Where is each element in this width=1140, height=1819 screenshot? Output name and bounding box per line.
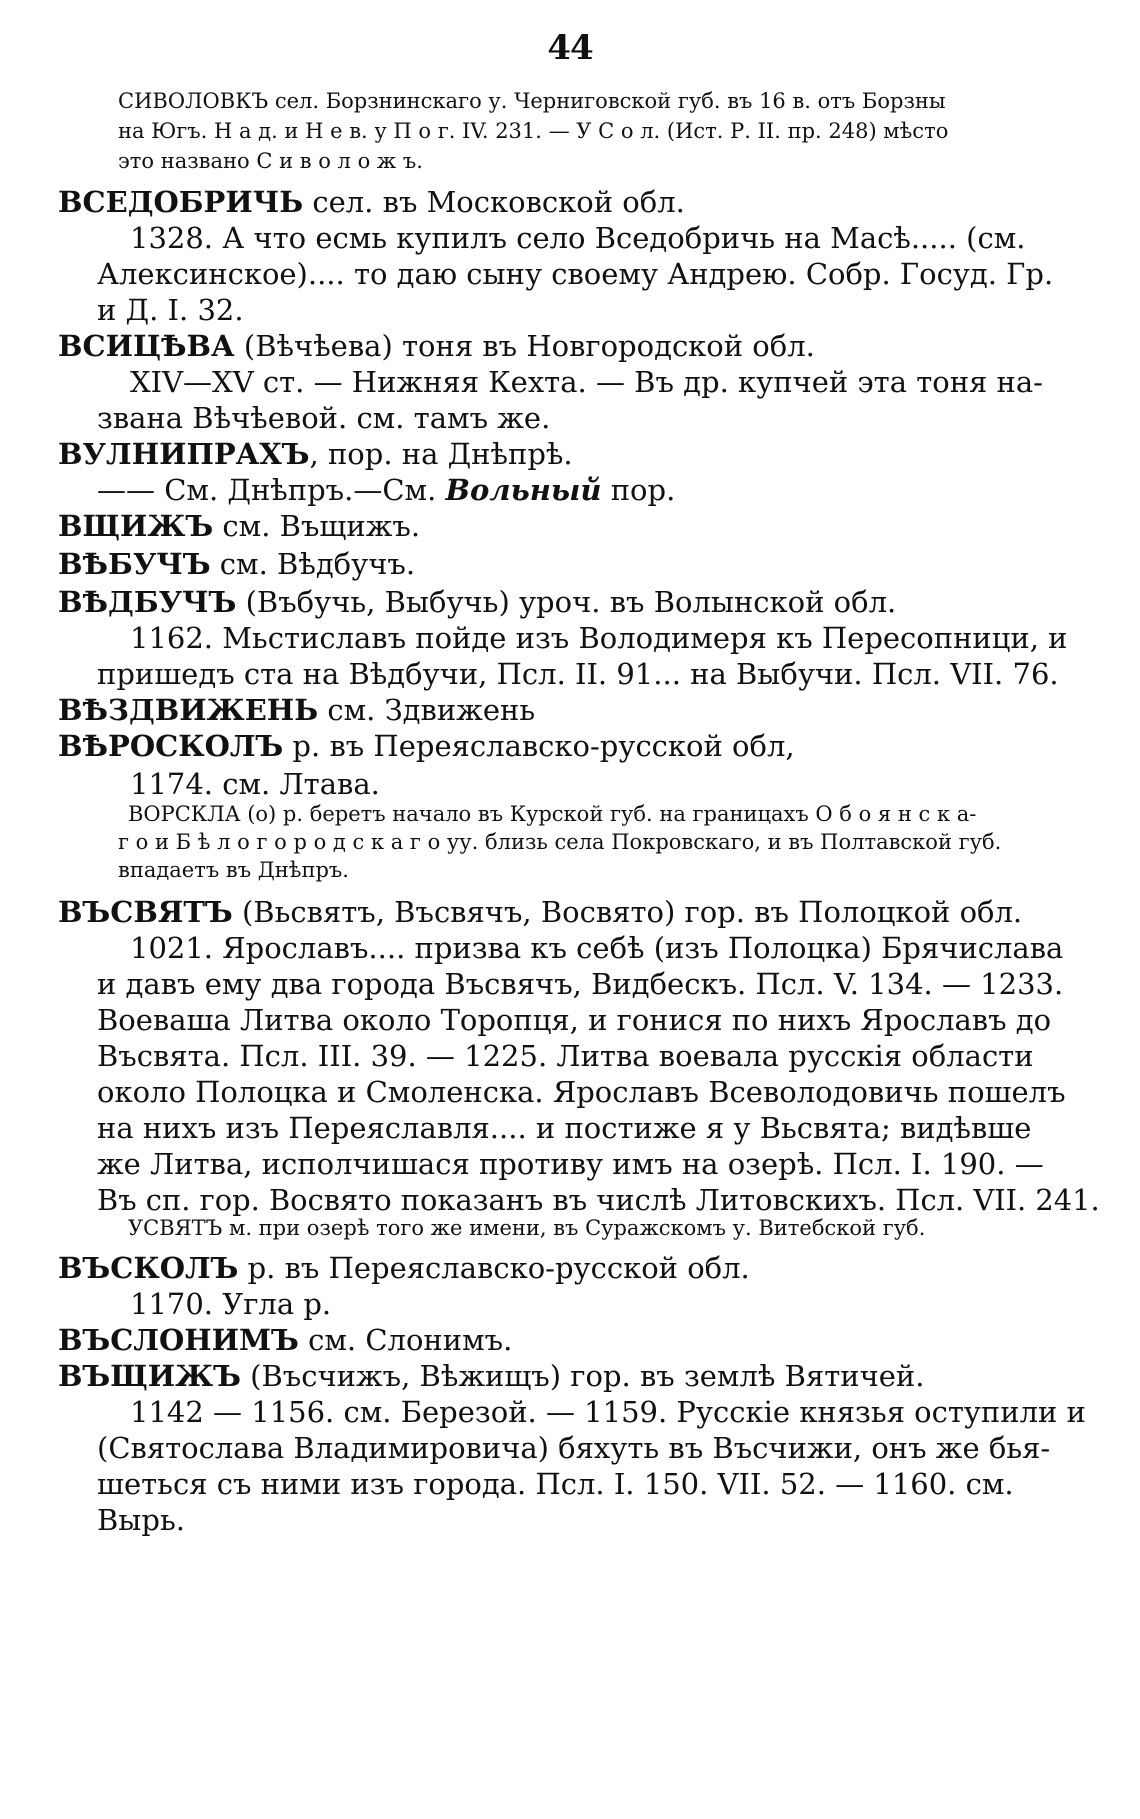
line-text: (Вѣчѣева) тоня въ Новгородской обл.: [234, 329, 815, 363]
line-text: р. въ Переяславско-русской обл,: [283, 729, 795, 763]
line-text: 1021. Ярославъ.... призва къ себѣ (изъ Полоцка) Брячислава: [130, 931, 1064, 965]
line-text: ВОРСКЛА (о) р. беретъ начало въ Курской губ. на границахъ О б о я н с к а-: [128, 802, 977, 826]
text-line: [97, 966, 1063, 1002]
line-text: впадаетъ въ Днѣпръ.: [118, 858, 349, 882]
note-line: [118, 147, 423, 175]
text-line: [130, 1394, 1086, 1430]
text-line: [97, 400, 550, 436]
text-line: [97, 1074, 1066, 1110]
headword: ВЪЩИЖЪ: [58, 1359, 241, 1393]
text-line: [130, 620, 1068, 656]
line-text: около Полоцка и Смоленска. Ярославъ Всеволодовичь пошелъ: [97, 1075, 1066, 1109]
entry-line: [58, 1250, 750, 1286]
text-line: [97, 472, 675, 508]
line-text: XIV—XV ст. — Нижняя Кехта. — Въ др. купчей эта тоня на-: [130, 365, 1043, 399]
text-line: [97, 1430, 1050, 1466]
headword: ВЪСКОЛЪ: [58, 1251, 239, 1285]
text-line: [97, 1038, 1034, 1074]
headword: ВѢДБУЧЪ: [58, 585, 237, 619]
note-line: [118, 828, 1001, 856]
note-line: [128, 800, 976, 828]
line-text: 1174. см. Лтава.: [130, 767, 380, 801]
headword: ВѢРОСКОЛЪ: [58, 729, 284, 763]
line-text: звана Вѣчѣевой. см. тамъ же.: [97, 401, 551, 435]
italic-term: Вольный: [445, 473, 602, 507]
headword: ВЩИЖЪ: [58, 509, 214, 543]
headword: ВѢЗДВИЖЕНЬ: [58, 693, 319, 727]
line-text: Алексинское).... то даю сыну своему Андрею. Собр. Госуд. Гр.: [97, 257, 1054, 291]
line-text: и Д. I. 32.: [97, 293, 244, 327]
headword: ВЪСВЯТЪ: [58, 895, 233, 929]
line-text: (Святослава Владимировича) бяхуть въ Въсчижи, онъ же бья-: [97, 1431, 1051, 1465]
page-number: 44: [547, 28, 593, 68]
line-text: и давъ ему два города Въсвячъ, Видбескъ. Псл. V. 134. — 1233.: [97, 967, 1064, 1001]
text-line: [97, 1110, 1031, 1146]
line-text: это названо С и в о л о ж ъ.: [118, 149, 423, 173]
line-text: , пор. на Днѣпрѣ.: [309, 437, 573, 471]
note-line: [118, 87, 946, 115]
entry-line: [58, 1322, 512, 1358]
entry-line: [58, 436, 573, 472]
line-text: шеться съ ними изъ города. Псл. I. 150. VII. 52. — 1160. см.: [97, 1467, 1014, 1501]
note-line: [128, 1214, 925, 1242]
headword: ВЪСЛОНИМЪ: [58, 1323, 299, 1357]
line-text: Воеваша Литва около Торопця, и гонися по нихъ Ярославъ до: [97, 1003, 1052, 1037]
text-line: [130, 220, 1025, 256]
text-line: [130, 766, 380, 802]
line-text: 1170. Угла р.: [130, 1287, 332, 1321]
line-text: УСВЯТЪ м. при озерѣ того же имени, въ Суражскомъ у. Витебской губ.: [128, 1216, 926, 1240]
text-line: [97, 1182, 1100, 1218]
line-text: см. Въщижъ.: [213, 509, 421, 543]
text-line: [130, 364, 1043, 400]
line-text: (Въсчижъ, Вѣжищъ) гор. въ землѣ Вятичей.: [240, 1359, 925, 1393]
text-line: [97, 1466, 1014, 1502]
entry-line: [58, 894, 1022, 930]
line-text: на Югъ. Н а д. и Н е в. у П о г. IV. 231. — У С о л. (Ист. Р. II. пр. 248) мѣсто: [118, 119, 949, 143]
line-text: Вырь.: [97, 1503, 185, 1537]
line-text: Въ сп. гор. Восвято показанъ въ числѣ Литовскихъ. Псл. VII. 241.: [97, 1183, 1100, 1217]
line-text: г о и Б ѣ л о г о р о д с к а г о уу. близь села Покровскаго, и въ Полтавской губ.: [118, 830, 1002, 854]
headword: ВСИЦѢВА: [58, 329, 235, 363]
line-text: р. въ Переяславско-русской обл.: [238, 1251, 750, 1285]
entry-line: [58, 184, 685, 220]
line-text: (Вьсвятъ, Въсвячъ, Восвято) гор. въ Полоцкой обл.: [232, 895, 1023, 929]
line-text: см. Здвижень: [318, 693, 536, 727]
entry-line: [58, 328, 815, 364]
line-text: на нихъ изъ Переяславля.... и постиже я у Вьсвята; видѣвше: [97, 1111, 1032, 1145]
text-line: [97, 1146, 1044, 1182]
line-text: см. Вѣдбучъ.: [210, 547, 416, 581]
entry-line: [58, 546, 415, 582]
entry-line: [58, 508, 420, 544]
line-text: —— См. Днѣпръ.—См.: [97, 473, 446, 507]
line-text: сел. въ Московской обл.: [303, 185, 685, 219]
line-text: пришедъ ста на Вѣдбучи, Псл. II. 91... на Выбучи. Псл. VII. 76.: [97, 657, 1059, 691]
text-line: [130, 1286, 331, 1322]
entry-line: [58, 692, 535, 728]
text-line: [130, 930, 1063, 966]
line-text: Въсвята. Псл. III. 39. — 1225. Литва воевала русскія области: [97, 1039, 1034, 1073]
line-text: же Литва, исполчишася противу имъ на озерѣ. Псл. I. 190. —: [97, 1147, 1044, 1181]
entry-line: [58, 1358, 924, 1394]
text-line: [97, 1502, 185, 1538]
text-line: [97, 1002, 1051, 1038]
line-text: см. Слонимъ.: [298, 1323, 513, 1357]
line-text: (Въбучь, Выбучь) уроч. въ Волынской обл.: [236, 585, 897, 619]
headword: ВСЕДОБРИЧЬ: [58, 185, 304, 219]
note-line: [118, 117, 948, 145]
entry-line: [58, 728, 795, 764]
line-text: СИВОЛОВКЪ сел. Борзнинскаго у. Черниговской губ. въ 16 в. отъ Борзны: [118, 89, 946, 113]
headword: ВѢБУЧЪ: [58, 547, 211, 581]
line-text: 1162. Мьстиславъ пойде изъ Володимеря къ Пересопници, и: [130, 621, 1068, 655]
text-line: [97, 656, 1059, 692]
entry-line: [58, 584, 896, 620]
line-text: 1328. А что есмь купилъ село Вседобричь на Масѣ..... (см.: [130, 221, 1026, 255]
note-line: [118, 856, 349, 884]
line-text-after: пор.: [601, 473, 676, 507]
line-text: 1142 — 1156. см. Березой. — 1159. Русскіе князья оступили и: [130, 1395, 1086, 1429]
text-line: [97, 256, 1053, 292]
headword: ВУЛНИПРАХЪ: [58, 437, 310, 471]
text-line: [97, 292, 244, 328]
